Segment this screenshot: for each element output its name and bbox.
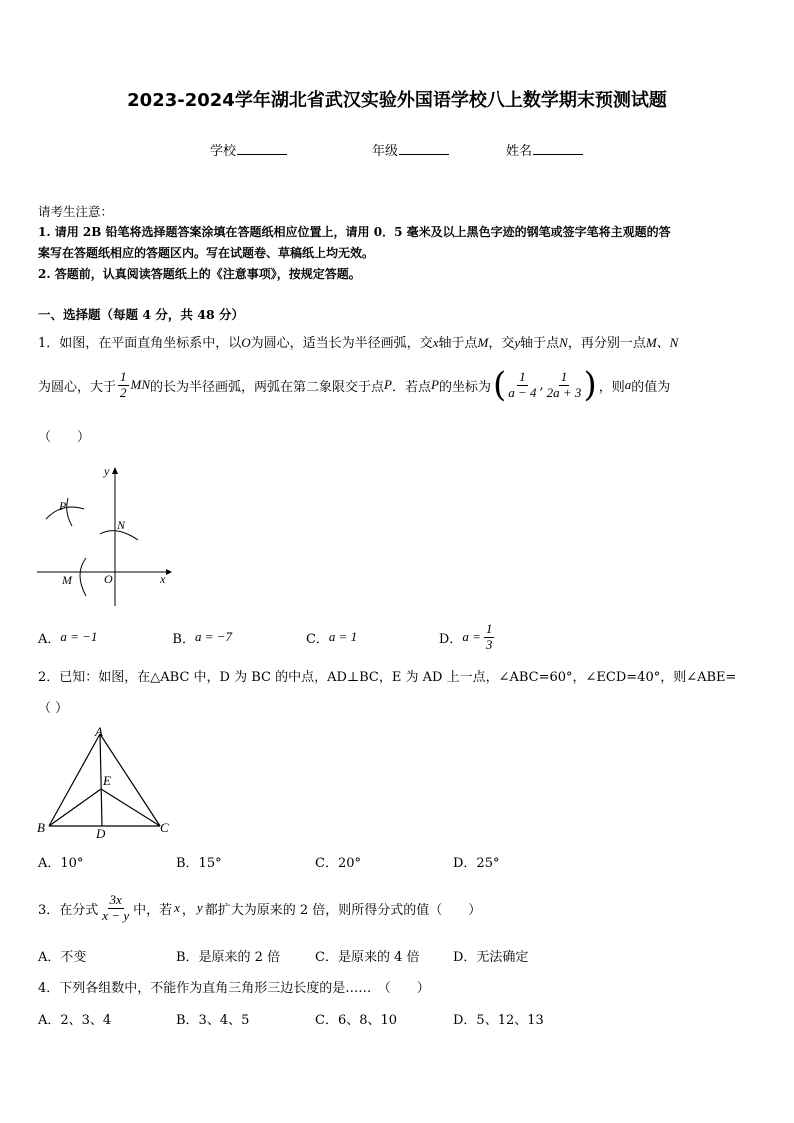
- fraction-denominator: 3: [485, 636, 493, 652]
- q4-option-C: C．6、8、10: [315, 1013, 398, 1028]
- notice-line-2: 2. 答题前，认真阅读答题纸上的《注意事项》，按规定答题。: [38, 267, 361, 281]
- q3-option-D: D．无法确定: [453, 950, 529, 965]
- q1-figure: [34, 462, 174, 612]
- q3-option-C: C．是原来的 4 倍: [315, 950, 420, 965]
- q2-option-B: B．15°: [176, 856, 222, 871]
- q4-stem: 4．下列各组数中，不能作为直角三角形三边长度的是…… （ ）: [38, 981, 430, 996]
- label-O: O: [104, 572, 113, 586]
- q4-option-B: B．3、4、5: [176, 1013, 250, 1028]
- q1-var-P: P: [384, 377, 392, 392]
- notice-line-1a: 1. 请用 2B 铅笔将选择题答案涂填在答题纸相应位置上，请用 0．5 毫米及以上黑色字迹的钢笔或签字笔将主观题的答: [38, 225, 671, 239]
- comma: ,: [539, 377, 544, 393]
- page-title: 2023-2024学年湖北省武汉实验外国语学校八上数学期末预测试题: [127, 90, 667, 111]
- q1-options: [38, 620, 494, 654]
- q1-var-y: y: [514, 335, 521, 350]
- q1-option-B: a = −7: [194, 629, 232, 644]
- notice-line-1b: 案写在答题纸相应的答题区内。写在试题卷、草稿纸上均无效。: [38, 246, 375, 260]
- segment-AD: [100, 734, 102, 826]
- label-y: y: [104, 464, 110, 478]
- q2-option-A: A．10°: [38, 856, 84, 871]
- q1-option-A-label: A．: [38, 631, 61, 647]
- q1-text: ，再分别一点: [567, 336, 646, 351]
- q1-text: 轴于点: [520, 336, 560, 351]
- fraction-numerator: 1: [485, 620, 493, 636]
- segment-CE: [101, 789, 160, 826]
- q1-line-2: [38, 365, 671, 405]
- q1-text: ．若点: [391, 379, 431, 395]
- q1-option-A: a = −1: [60, 629, 98, 644]
- fraction-numerator: 3x: [109, 891, 122, 907]
- fraction-numerator: 1: [120, 368, 127, 384]
- q1-text: 1．如图，在平面直角坐标系中，以: [38, 336, 242, 351]
- q3-option-A: A．不变: [38, 950, 87, 965]
- q3-text: ，: [181, 902, 195, 918]
- q1-coord-y-fraction: [545, 370, 584, 401]
- q1-text: 的坐标为: [438, 379, 491, 395]
- label-N: N: [117, 518, 126, 532]
- q2-options: [38, 852, 499, 871]
- q3-options: [38, 946, 528, 965]
- q1-option-D-label: D．: [438, 631, 463, 647]
- q1-var-a: a: [624, 377, 632, 392]
- arc-n: [100, 531, 138, 540]
- q2-paren: （ ）: [38, 701, 69, 716]
- label-P: P: [59, 499, 67, 513]
- q1-option-C-label: C．: [305, 631, 329, 647]
- fraction-denominator: x − y: [102, 907, 130, 923]
- q1-text: ，交: [488, 336, 515, 351]
- label-x: x: [160, 572, 166, 586]
- label-A: A: [95, 724, 103, 739]
- q1-text: 的长为半径画弧，两弧在第二象限交于点: [150, 379, 385, 395]
- name-field: [506, 140, 583, 159]
- q1-text: 的值为: [631, 379, 671, 395]
- side-AB: [49, 734, 100, 826]
- q3-var-x: x: [174, 900, 180, 915]
- arc-p2: [67, 498, 72, 526]
- left-paren: (: [492, 365, 507, 405]
- q1-option-D: a =: [462, 629, 481, 644]
- q1-coord-x-fraction: [506, 370, 538, 401]
- q1-half-fraction: [118, 370, 129, 401]
- section-heading: 一、选择题（每题 4 分，共 48 分）: [38, 307, 245, 322]
- q1-text: 为圆心，大于: [38, 379, 117, 395]
- q1-option-C: a = 1: [328, 629, 358, 644]
- q1-var-M: M: [477, 335, 489, 350]
- q1-var-N: N: [559, 335, 568, 350]
- label-E: E: [103, 773, 111, 788]
- right-paren: ): [583, 365, 597, 405]
- q1-paren: （ ）: [38, 430, 91, 445]
- q3-var-y: y: [196, 900, 203, 915]
- label-M: M: [62, 573, 72, 587]
- arc-m: [80, 558, 86, 596]
- q3-text: 中，若: [133, 902, 173, 918]
- fraction-numerator: 1: [560, 368, 568, 384]
- fraction-denominator: 2: [120, 384, 127, 400]
- q1-var-O: O: [241, 335, 251, 350]
- fraction-denominator: a − 4: [508, 384, 537, 400]
- x-axis-arrow: [166, 569, 172, 575]
- q3-stem: [38, 888, 481, 928]
- q1-var-P: P: [431, 377, 439, 392]
- q1-var-MN-pair: M、N: [645, 335, 679, 350]
- q1-option-D-fraction: [484, 622, 495, 653]
- fraction-denominator: 2a + 3: [546, 384, 582, 400]
- q4-option-A: A．2、3、4: [38, 1013, 112, 1028]
- grade-field: [372, 140, 449, 159]
- q1-var-MN: MN: [130, 377, 151, 392]
- school-label: 学校: [210, 144, 237, 159]
- q1-text: 为圆心，适当长为半径画弧，交: [250, 336, 433, 351]
- q1-text: ，则: [598, 379, 625, 395]
- q1-line-1: [38, 332, 678, 351]
- q2-stem: 2．已知：如图，在△ABC 中，D 为 BC 的中点，AD⊥BC，E 为 AD 上一点，∠ABC=60°，∠ECD=40°，则∠ABE=: [38, 670, 737, 685]
- name-blank: [533, 141, 583, 155]
- grade-label: 年级: [372, 144, 399, 159]
- label-D: D: [96, 826, 106, 840]
- label-C: C: [160, 820, 169, 835]
- school-blank: [237, 141, 287, 155]
- name-label: 姓名: [506, 144, 533, 159]
- q2-option-C: C．20°: [315, 856, 361, 871]
- q4-options: [38, 1009, 544, 1028]
- fraction-numerator: 1: [519, 368, 526, 384]
- q1-option-B-label: B．: [172, 631, 195, 647]
- school-field: [210, 140, 287, 159]
- q3-fraction: [100, 893, 131, 924]
- segment-BE: [49, 789, 101, 826]
- q3-text: 3．在分式: [38, 902, 99, 918]
- grade-blank: [399, 141, 449, 155]
- q4-option-D: D．5、12、13: [453, 1013, 544, 1028]
- q1-text: 轴于点: [438, 336, 478, 351]
- q3-option-B: B．是原来的 2 倍: [176, 950, 281, 965]
- y-axis-arrow: [112, 467, 118, 474]
- q3-text: 都扩大为原来的 2 倍，则所得分式的值（ ）: [204, 902, 482, 918]
- q2-option-D: D．25°: [453, 856, 500, 871]
- q1-var-x: x: [432, 335, 439, 350]
- notice-heading: 请考生注意：: [38, 204, 114, 219]
- label-B: B: [37, 820, 45, 835]
- q2-figure: [34, 722, 174, 840]
